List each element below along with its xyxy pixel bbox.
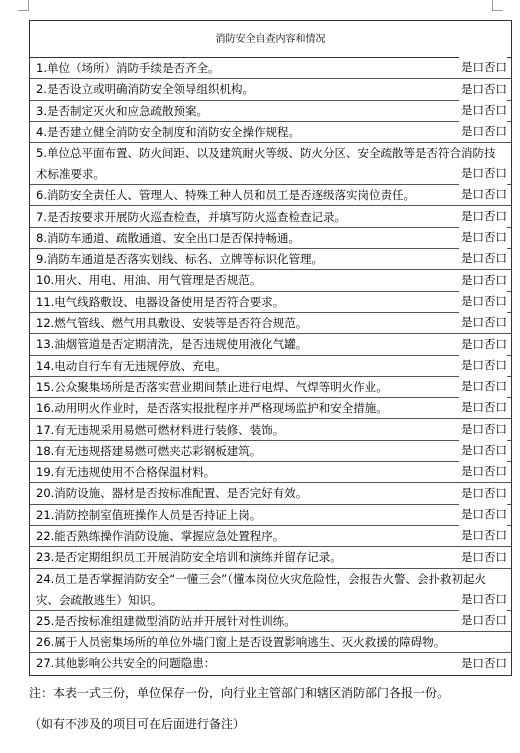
item-text: 18.有无违规搭建易燃可燃夹芯彩钢板建筑。 xyxy=(36,443,262,458)
item-text: 27.其他影响公共安全的问题隐患： xyxy=(36,656,216,671)
item-text: 24.员工是否掌握消防安全“一懂三会”（懂本岗位火灾危险性，会报告火警、会扑救初起火灾、会疏散逃生）知识。 xyxy=(36,571,486,607)
item-text: 10.用火、用电、用油、用气管理是否规范。 xyxy=(36,273,262,288)
yes-no-checkbox[interactable]: 是口否口 xyxy=(459,397,507,418)
checklist-item-25 xyxy=(30,611,511,632)
checklist-item-21 xyxy=(30,505,511,526)
yes-no-checkbox[interactable]: 是口否口 xyxy=(459,100,507,121)
checklist-item-8 xyxy=(30,228,511,249)
checklist-item-1 xyxy=(30,58,511,79)
page-corner-mark-left xyxy=(18,0,29,11)
yes-no-checkbox[interactable]: 是口否口 xyxy=(459,79,507,100)
yes-no-checkbox[interactable]: 是口否口 xyxy=(459,270,507,291)
item-text: 6.消防安全责任人、管理人、特殊工种人员和员工是否逐级落实岗位责任。 xyxy=(36,188,415,203)
yes-no-checkbox[interactable]: 是口否口 xyxy=(459,547,507,568)
item-text: 1.单位（场所）消防手续是否齐全。 xyxy=(36,61,220,75)
checklist-item-18 xyxy=(30,441,511,462)
item-text: 17.有无违规采用易燃可燃材料进行装修、装饰。 xyxy=(36,422,285,437)
item-text: 16.动用明火作业时，是否落实报批程序并严格现场监护和安全措施。 xyxy=(36,401,388,416)
yes-no-checkbox[interactable]: 是口否口 xyxy=(459,419,507,440)
checklist-item-15 xyxy=(30,377,511,398)
item-text: 11.电气线路敷设、电器设备使用是否符合要求。 xyxy=(36,294,285,309)
item-text: 25.是否按标准组建微型消防站并开展针对性训练。 xyxy=(36,613,296,628)
table-title: 消防安全自查内容和情况 xyxy=(30,21,511,58)
yes-no-checkbox[interactable]: 是口否口 xyxy=(459,355,507,376)
yes-no-checkbox[interactable]: 是口否口 xyxy=(459,376,507,397)
checklist-item-9 xyxy=(30,249,511,270)
yes-no-checkbox[interactable]: 是口否口 xyxy=(459,334,507,355)
yes-no-checkbox[interactable]: 是口否口 xyxy=(459,206,507,227)
yes-no-checkbox[interactable]: 是口否口 xyxy=(459,184,507,205)
checklist-item-24 xyxy=(30,569,511,611)
note-remarks: （如有不涉及的项目可在后面进行备注） xyxy=(29,717,246,731)
checklist-item-6 xyxy=(30,185,511,206)
item-text: 4.是否建立健全消防安全制度和消防安全操作规程。 xyxy=(36,124,300,139)
item-text: 26.属于人员密集场所的单位外墙门窗上是否设置影响逃生、灭火救援的障碍物。 xyxy=(36,634,446,649)
yes-no-checkbox[interactable]: 是口否口 xyxy=(459,653,507,674)
item-text: 22.能否熟练操作消防设施、掌握应急处置程序。 xyxy=(36,529,285,543)
item-text: 2.是否设立或明确消防安全领导组织机构。 xyxy=(36,82,254,97)
item-text: 15.公众聚集场所是否落实营业期间禁止进行电焊、气焊等明火作业。 xyxy=(36,379,388,394)
item-text: 8.消防车通道、疏散通道、安全出口是否保持畅通。 xyxy=(36,230,300,245)
checklist-item-11 xyxy=(30,292,511,313)
yes-no-checkbox[interactable]: 是口否口 xyxy=(459,440,507,461)
item-text: 20.消防设施、器材是否按标准配置、是否完好有效。 xyxy=(36,486,308,501)
item-text: 9.消防车通道是否落实划线、标名、立牌等标识化管理。 xyxy=(36,252,323,267)
checklist-item-20 xyxy=(30,483,511,504)
checklist-item-3 xyxy=(30,101,511,122)
item-text: 14.电动自行车有无违规停放、充电。 xyxy=(36,358,227,373)
checklist-item-19 xyxy=(30,462,511,483)
checklist-item-27 xyxy=(30,653,511,674)
yes-no-checkbox[interactable]: 是口否口 xyxy=(459,291,507,312)
checklist-item-12 xyxy=(30,313,511,334)
yes-no-checkbox[interactable]: 是口否口 xyxy=(459,248,507,269)
self-inspection-table xyxy=(29,20,512,676)
yes-no-checkbox[interactable]: 是口否口 xyxy=(459,163,507,184)
yes-no-checkbox[interactable]: 是口否口 xyxy=(459,589,507,610)
checklist-item-16 xyxy=(30,398,511,419)
item-text: 21.消防控制室值班操作人员是否持证上岗。 xyxy=(36,507,262,522)
item-text: 12.燃气管线、燃气用具敷设、安装等是否符合规范。 xyxy=(36,316,308,330)
checklist-item-14 xyxy=(30,356,511,377)
yes-no-checkbox[interactable]: 是口否口 xyxy=(459,461,507,482)
checklist-item-7 xyxy=(30,207,511,228)
yes-no-checkbox[interactable]: 是口否口 xyxy=(459,525,507,546)
checklist-item-22 xyxy=(30,526,511,547)
yes-no-checkbox[interactable]: 是口否口 xyxy=(459,227,507,248)
yes-no-checkbox[interactable]: 是口否口 xyxy=(459,504,507,525)
yes-no-checkbox[interactable]: 是口否口 xyxy=(459,483,507,504)
note-copies: 注：本表一式三份，单位保存一份，向行业主管部门和辖区消防部门各报一份。 xyxy=(29,686,450,700)
checklist-item-17 xyxy=(30,420,511,441)
item-text: 3.是否制定灭火和应急疏散预案。 xyxy=(36,103,208,118)
checklist-item-23 xyxy=(30,547,511,568)
item-text: 19.有无违规使用不合格保温材料。 xyxy=(36,465,216,480)
item-text: 5.单位总平面布置、防火间距、以及建筑耐火等级、防火分区、安全疏散等是否符合消防技术标准要求。 xyxy=(36,146,496,182)
checklist-item-10 xyxy=(30,270,511,291)
checklist-item-4 xyxy=(30,122,511,143)
page-corner-mark-right xyxy=(492,0,503,11)
checklist-item-5 xyxy=(30,143,511,185)
yes-no-checkbox[interactable]: 是口否口 xyxy=(459,57,507,78)
item-text: 7.是否按要求开展防火巡查检查，并填写防火巡查检查记录。 xyxy=(36,209,346,224)
checklist-item-13 xyxy=(30,334,511,355)
item-text: 23.是否定期组织员工开展消防安全培训和演练并留存记录。 xyxy=(36,550,342,565)
item-text: 13.油烟管道是否定期清洗，是否违规使用液化气罐。 xyxy=(36,337,308,352)
yes-no-checkbox[interactable]: 是口否口 xyxy=(459,121,507,142)
yes-no-checkbox[interactable]: 是口否口 xyxy=(459,312,507,333)
yes-no-checkbox[interactable]: 是口否口 xyxy=(459,610,507,631)
checklist-item-26 xyxy=(30,632,511,653)
checklist-item-2 xyxy=(30,79,511,100)
